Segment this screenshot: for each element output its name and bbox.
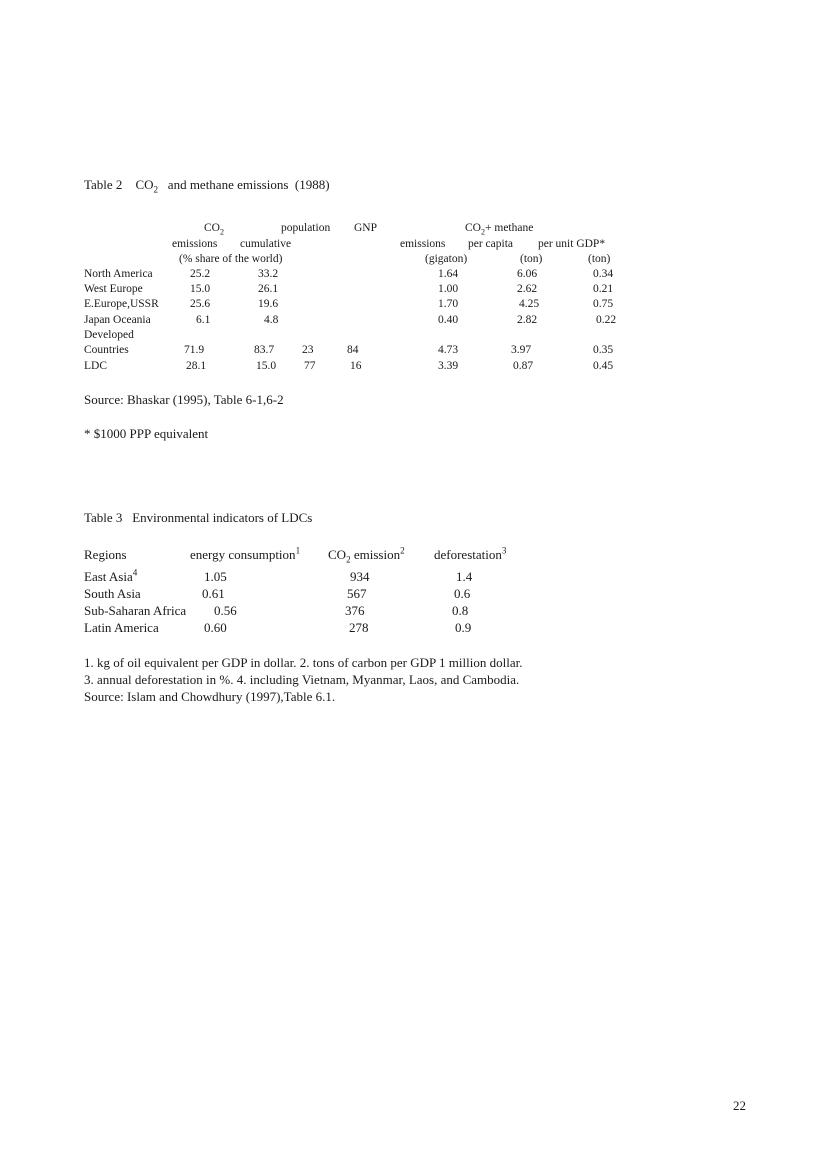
cell-deforestation: 0.8 xyxy=(452,603,469,618)
row-region: Sub-Saharan Africa xyxy=(84,603,187,618)
row-label-pre: Developed xyxy=(84,329,134,341)
cell-co2: 567 xyxy=(347,586,367,601)
cell-co2: 278 xyxy=(349,620,369,635)
row-label: Countries xyxy=(84,344,129,356)
cell-deforestation: 0.6 xyxy=(454,586,471,601)
cell-population: 77 xyxy=(304,360,316,372)
cell-per-capita: 0.87 xyxy=(513,360,534,372)
table2-source: Source: Bhaskar (1995), Table 6-1,6-2 xyxy=(84,392,284,407)
row-label: Japan Oceania xyxy=(84,314,151,326)
cell-per-unit: 0.21 xyxy=(593,283,614,295)
table2-title: Table 2 $CO_2$ and methane emissions (1988) xyxy=(84,177,330,195)
cell-gigaton: 3.39 xyxy=(438,360,459,372)
header-co2: $CO_2$ xyxy=(204,222,225,237)
header-co2-emission: $CO_2$ emission$^2$ xyxy=(328,545,405,565)
cell-per-unit: 0.35 xyxy=(593,344,614,356)
cell-energy: 0.60 xyxy=(204,620,227,635)
cell-gnp: 16 xyxy=(350,360,362,372)
header-co2-methane: $CO_2+$ methane xyxy=(465,222,534,237)
table2-note: * $1000 PPP equivalent xyxy=(84,426,209,441)
cell-cumulative: 33.2 xyxy=(258,268,279,280)
cell-population: 23 xyxy=(302,344,314,356)
cell-gigaton: 1.70 xyxy=(438,298,459,310)
header-share: (% share of the world) xyxy=(179,253,283,265)
header-per-capita: per capita xyxy=(468,238,514,250)
cell-cumulative: 83.7 xyxy=(254,344,275,356)
header-population: population xyxy=(281,222,331,234)
cell-emissions: 28.1 xyxy=(186,360,207,372)
cell-emissions: 71.9 xyxy=(184,344,205,356)
cell-gigaton: 1.00 xyxy=(438,283,459,295)
row-region: South Asia xyxy=(84,586,141,601)
row-label: West Europe xyxy=(84,283,143,295)
cell-co2: 376 xyxy=(345,603,365,618)
cell-energy: 1.05 xyxy=(204,569,227,584)
cell-per-unit: 0.75 xyxy=(593,298,614,310)
cell-cumulative: 4.8 xyxy=(264,314,279,326)
cell-energy: 0.56 xyxy=(214,603,237,618)
header-energy: energy consumption$^1$ xyxy=(190,545,301,562)
row-region: Latin America xyxy=(84,620,159,635)
cell-per-capita: 2.62 xyxy=(517,283,538,295)
row-label: LDC xyxy=(84,360,107,372)
header-gigaton: (gigaton) xyxy=(425,253,468,265)
cell-per-unit: 0.45 xyxy=(593,360,614,372)
cell-deforestation: 1.4 xyxy=(456,569,473,584)
cell-per-capita: 6.06 xyxy=(517,268,538,280)
header-ton1: (ton) xyxy=(520,253,543,265)
header-emissions: emissions xyxy=(172,238,218,250)
cell-deforestation: 0.9 xyxy=(455,620,472,635)
cell-cumulative: 19.6 xyxy=(258,298,279,310)
header-regions: Regions xyxy=(84,547,127,562)
cell-gnp: 84 xyxy=(347,344,359,356)
row-label: North America xyxy=(84,268,153,280)
page-number: 22 xyxy=(733,1098,746,1113)
cell-cumulative: 15.0 xyxy=(256,360,277,372)
cell-gigaton: 1.64 xyxy=(438,268,459,280)
header-ton2: (ton) xyxy=(588,253,611,265)
header-emissions2: emissions xyxy=(400,238,446,250)
header-cumulative: cumulative xyxy=(240,238,292,250)
header-deforestation: deforestation$^3$ xyxy=(434,545,507,562)
cell-emissions: 25.2 xyxy=(190,268,211,280)
table3-source: Source: Islam and Chowdhury (1997),Table 6.1. xyxy=(84,689,336,704)
cell-per-capita: 2.82 xyxy=(517,314,538,326)
cell-emissions: 6.1 xyxy=(196,314,211,326)
cell-gigaton: 0.40 xyxy=(438,314,459,326)
row-label: E.Europe,USSR xyxy=(84,298,159,310)
cell-per-capita: 4.25 xyxy=(519,298,540,310)
table3-note1: 1. kg of oil equivalent per GDP in dollar. 2. tons of carbon per GDP 1 million dollar. xyxy=(84,655,523,670)
header-per-unit-gdp: per unit GDP* xyxy=(538,238,606,250)
table3-title: Table 3 Environmental indicators of LDCs xyxy=(84,510,313,525)
cell-emissions: 25.6 xyxy=(190,298,211,310)
row-region: East Asia$^4$ xyxy=(84,567,138,584)
cell-per-unit: 0.22 xyxy=(596,314,617,326)
cell-per-capita: 3.97 xyxy=(511,344,532,356)
cell-gigaton: 4.73 xyxy=(438,344,459,356)
header-gnp: GNP xyxy=(354,222,378,234)
cell-cumulative: 26.1 xyxy=(258,283,279,295)
table3-note2: 3. annual deforestation in %. 4. including Vietnam, Myanmar, Laos, and Cambodia. xyxy=(84,672,520,687)
cell-co2: 934 xyxy=(350,569,370,584)
cell-emissions: 15.0 xyxy=(190,283,211,295)
cell-energy: 0.61 xyxy=(202,586,225,601)
cell-per-unit: 0.34 xyxy=(593,268,614,280)
